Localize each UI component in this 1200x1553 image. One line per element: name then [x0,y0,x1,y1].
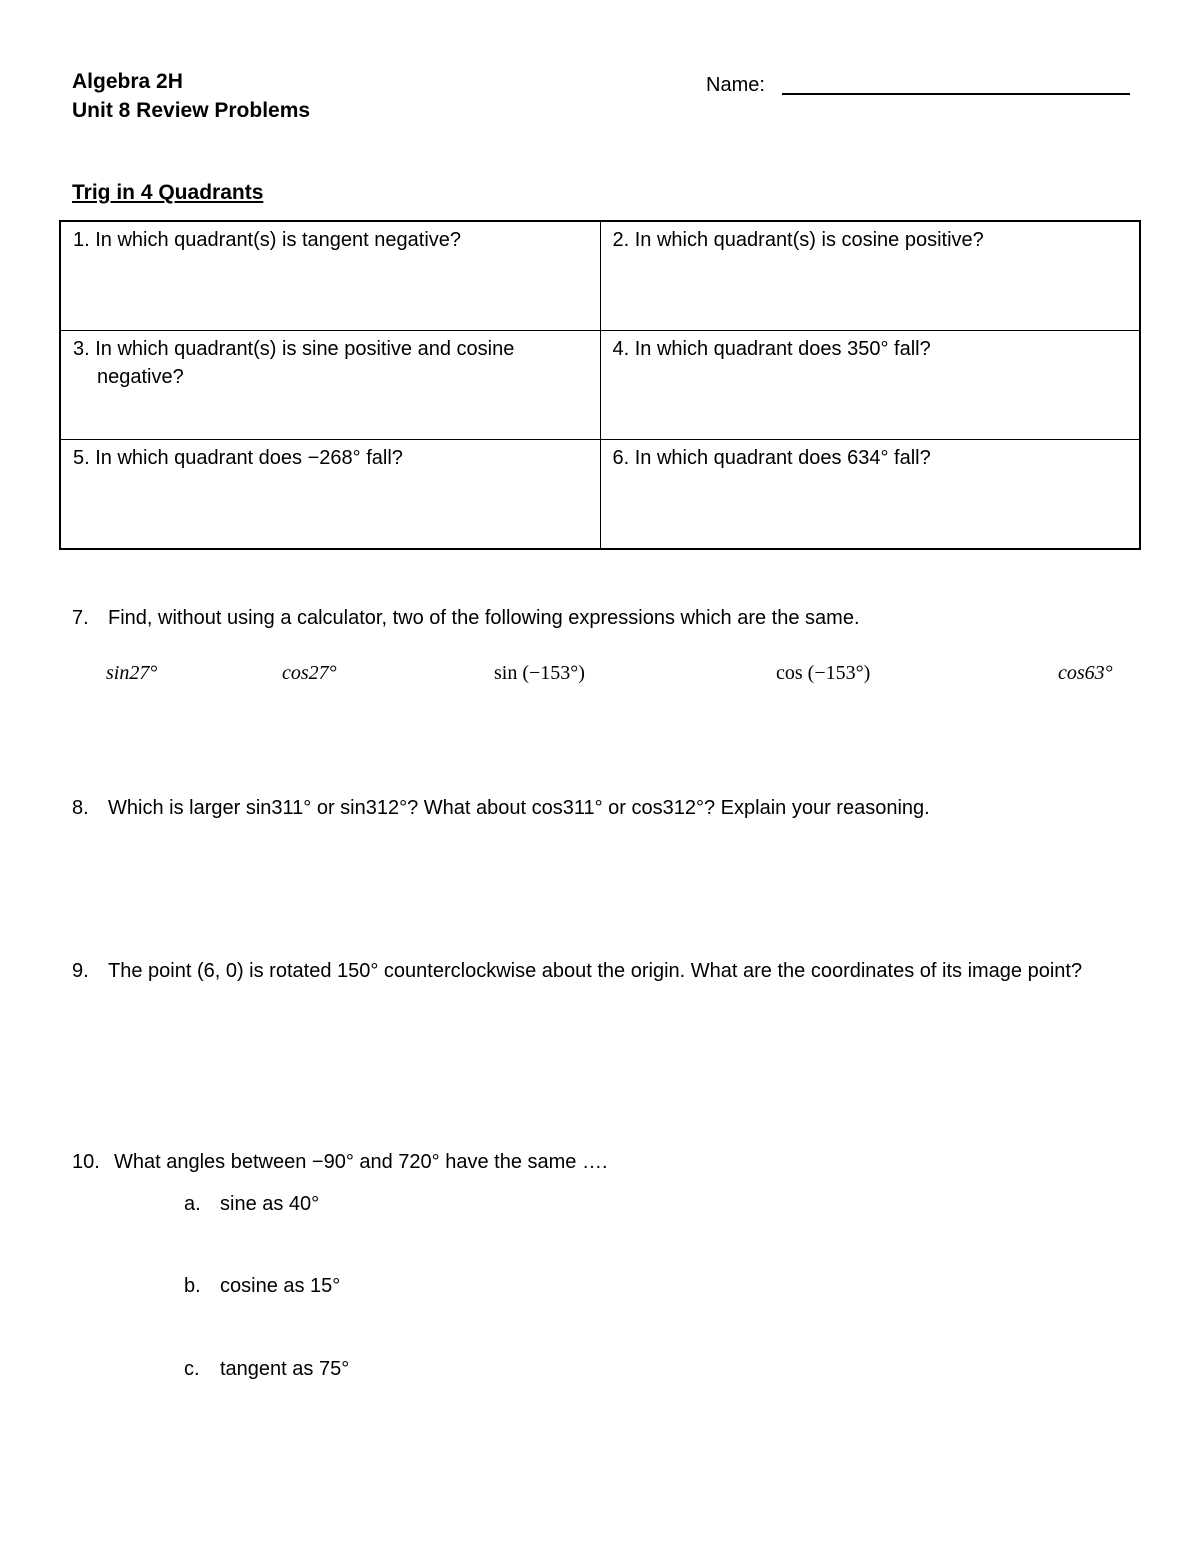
expression-4: cos (−153°) [776,662,871,684]
question-number: 9. [72,960,89,982]
question-text: What angles between −90° and 720° have the same …. [114,1151,608,1173]
question-3: 3. In which quadrant(s) is sine positive and cosine negative? [73,338,515,388]
question-6: 6. In which quadrant does 634° fall? [612,447,931,469]
part-label: b. [184,1275,201,1297]
part-text: sine as 40° [220,1193,320,1215]
table-row [60,221,1140,331]
question-number: 10. [72,1151,100,1173]
table-cell[interactable] [600,331,1140,440]
table-cell[interactable] [60,331,600,440]
table-cell[interactable] [60,221,600,331]
question-text: Find, without using a calculator, two of the following expressions which are the same. [108,607,860,629]
question-number: 8. [72,797,89,819]
question-5: 5. In which quadrant does −268° fall? [73,447,403,469]
question-number: 7. [72,607,89,629]
question-text: Which is larger sin311° or sin312°? What about cos311° or cos312°? Explain your reasoning. [108,797,930,819]
table-cell[interactable] [600,440,1140,550]
course-title: Algebra 2H [72,70,183,93]
question-10 [72,1148,1132,1176]
question-1: 1. In which quadrant(s) is tangent negative? [73,229,462,251]
question-10-part-c [184,1355,349,1383]
table-cell[interactable] [600,221,1140,331]
question-10-part-b [184,1272,340,1300]
question-9 [72,957,1134,985]
question-4: 4. In which quadrant does 350° fall? [612,338,931,360]
expression-5: cos63° [1058,662,1113,684]
question-text: The point (6, 0) is rotated 150° counterclockwise about the origin. What are the coordinates of its image point? [108,960,1083,982]
part-text: tangent as 75° [220,1358,350,1380]
question-10-part-a [184,1190,319,1218]
part-label: c. [184,1358,200,1380]
expression-2: cos27° [282,662,337,684]
part-label: a. [184,1193,201,1215]
quadrant-questions-table [59,220,1141,550]
unit-title: Unit 8 Review Problems [72,99,311,122]
section-title: Trig in 4 Quadrants [72,181,264,204]
name-label: Name: [706,74,765,96]
part-text: cosine as 15° [220,1275,341,1297]
question-7 [72,604,1132,632]
expression-1: sin27° [106,662,158,684]
expression-3: sin (−153°) [494,662,585,684]
table-cell[interactable] [60,440,600,550]
table-row [60,440,1140,550]
name-field-line[interactable] [782,93,1130,95]
question-2: 2. In which quadrant(s) is cosine positive? [612,229,984,251]
question-8 [72,794,1132,822]
table-row [60,331,1140,440]
